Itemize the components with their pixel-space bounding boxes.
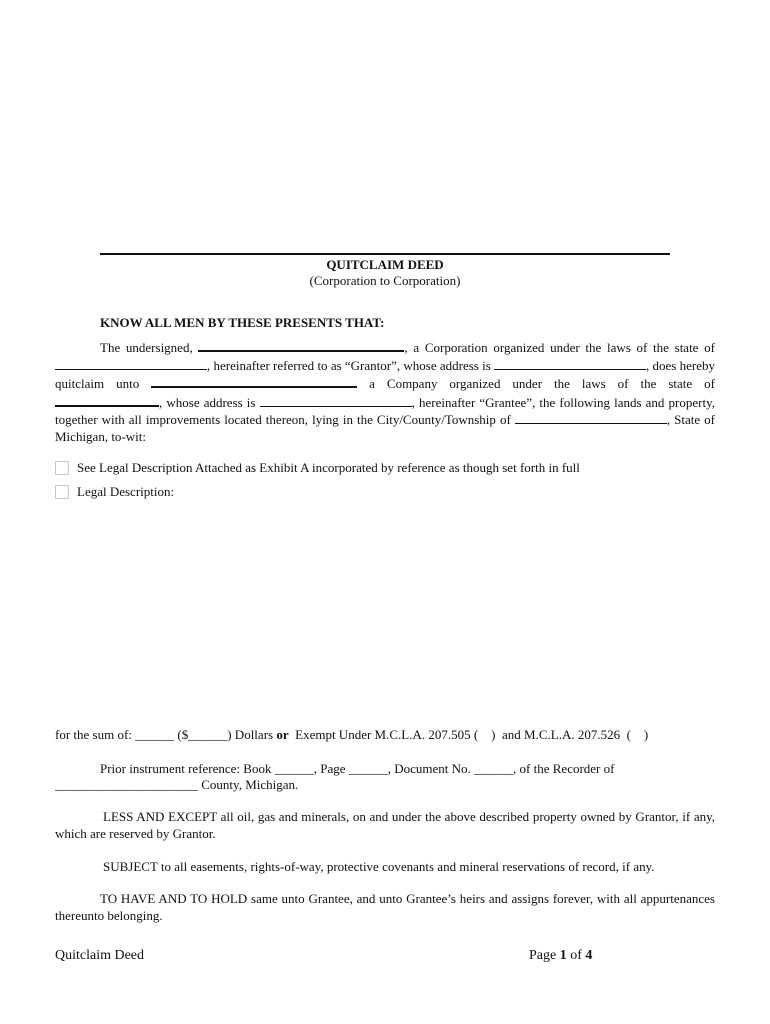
grant-text: , State of Michigan, to-wit:	[55, 412, 715, 444]
grantor-address-blank[interactable]	[494, 357, 646, 370]
page-indicator	[529, 948, 592, 964]
consideration-line	[55, 727, 715, 744]
habendum-paragraph: TO HAVE AND TO HOLD same unto Grantee, and unto Grantee’s heirs and assigns forever, with all appurtenances thereunto belonging.	[55, 891, 715, 923]
intro-heading: KNOW ALL MEN BY THESE PRESENTS THAT:	[100, 315, 385, 330]
consideration-text: for the sum of: ______ ($______) Dollars	[55, 727, 277, 742]
exhibit-checkbox[interactable]	[55, 461, 69, 475]
city-county-township-blank[interactable]	[515, 411, 667, 424]
grantor-state-blank[interactable]	[55, 357, 207, 370]
subject-paragraph: SUBJECT to all easements, rights-of-way, protective covenants and mineral reservations of record, if any.	[103, 859, 655, 874]
legal-description-option[interactable]	[55, 484, 174, 500]
grantee-address-blank[interactable]	[260, 394, 412, 407]
grant-text: , does hereby quitclaim unto	[55, 357, 715, 391]
legal-description-label: Legal Description:	[77, 484, 175, 499]
grant-text: , hereinafter “Grantee”, the following lands and property, together with all improvements located thereon, lying in the City/County/Township of	[55, 394, 715, 427]
page-number: 1	[559, 948, 567, 963]
grant-text: a Company organized under the laws of the state of	[357, 376, 715, 391]
grant-text: , a Corporation organized under the laws of the state of	[404, 340, 715, 355]
grantee-state-blank[interactable]	[55, 393, 159, 407]
less-except-paragraph: LESS AND EXCEPT all oil, gas and minerals, on and under the above described property owned by Grantor, if any, which are reserved by Grantor.	[55, 809, 715, 841]
prior-instrument-line-2: ______________________ County, Michigan.	[55, 777, 299, 792]
grant-paragraph	[55, 338, 715, 445]
consideration-exempt-text: Exempt Under M.C.L.A. 207.505 ( ) and M.C.L.A. 207.526 ( )	[288, 727, 649, 742]
consideration-or: or	[276, 727, 289, 742]
legal-description-checkbox[interactable]	[55, 485, 69, 499]
grant-text: , hereinafter referred to as “Grantor”, whose address is	[207, 357, 495, 373]
page-total: 4	[585, 948, 593, 963]
grantee-name-blank[interactable]	[151, 374, 357, 388]
prior-instrument-line-1: Prior instrument reference: Book ______, Page ______, Document No. ______, of the Recorder of	[100, 761, 615, 776]
exhibit-option[interactable]	[55, 460, 580, 476]
page-subtitle: (Corporation to Corporation)	[309, 273, 461, 288]
grantor-name-blank[interactable]	[198, 338, 404, 352]
page-label: Page	[529, 948, 560, 963]
grant-text: The undersigned,	[100, 340, 199, 355]
page-title: QUITCLAIM DEED	[326, 257, 444, 272]
footer-title: Quitclaim Deed	[55, 948, 145, 963]
page-of-label: of	[566, 948, 586, 963]
grant-text: , whose address is	[159, 394, 260, 410]
exhibit-label: See Legal Description Attached as Exhibit A incorporated by reference as though set forth in full	[77, 460, 580, 475]
header-rule	[100, 253, 670, 255]
